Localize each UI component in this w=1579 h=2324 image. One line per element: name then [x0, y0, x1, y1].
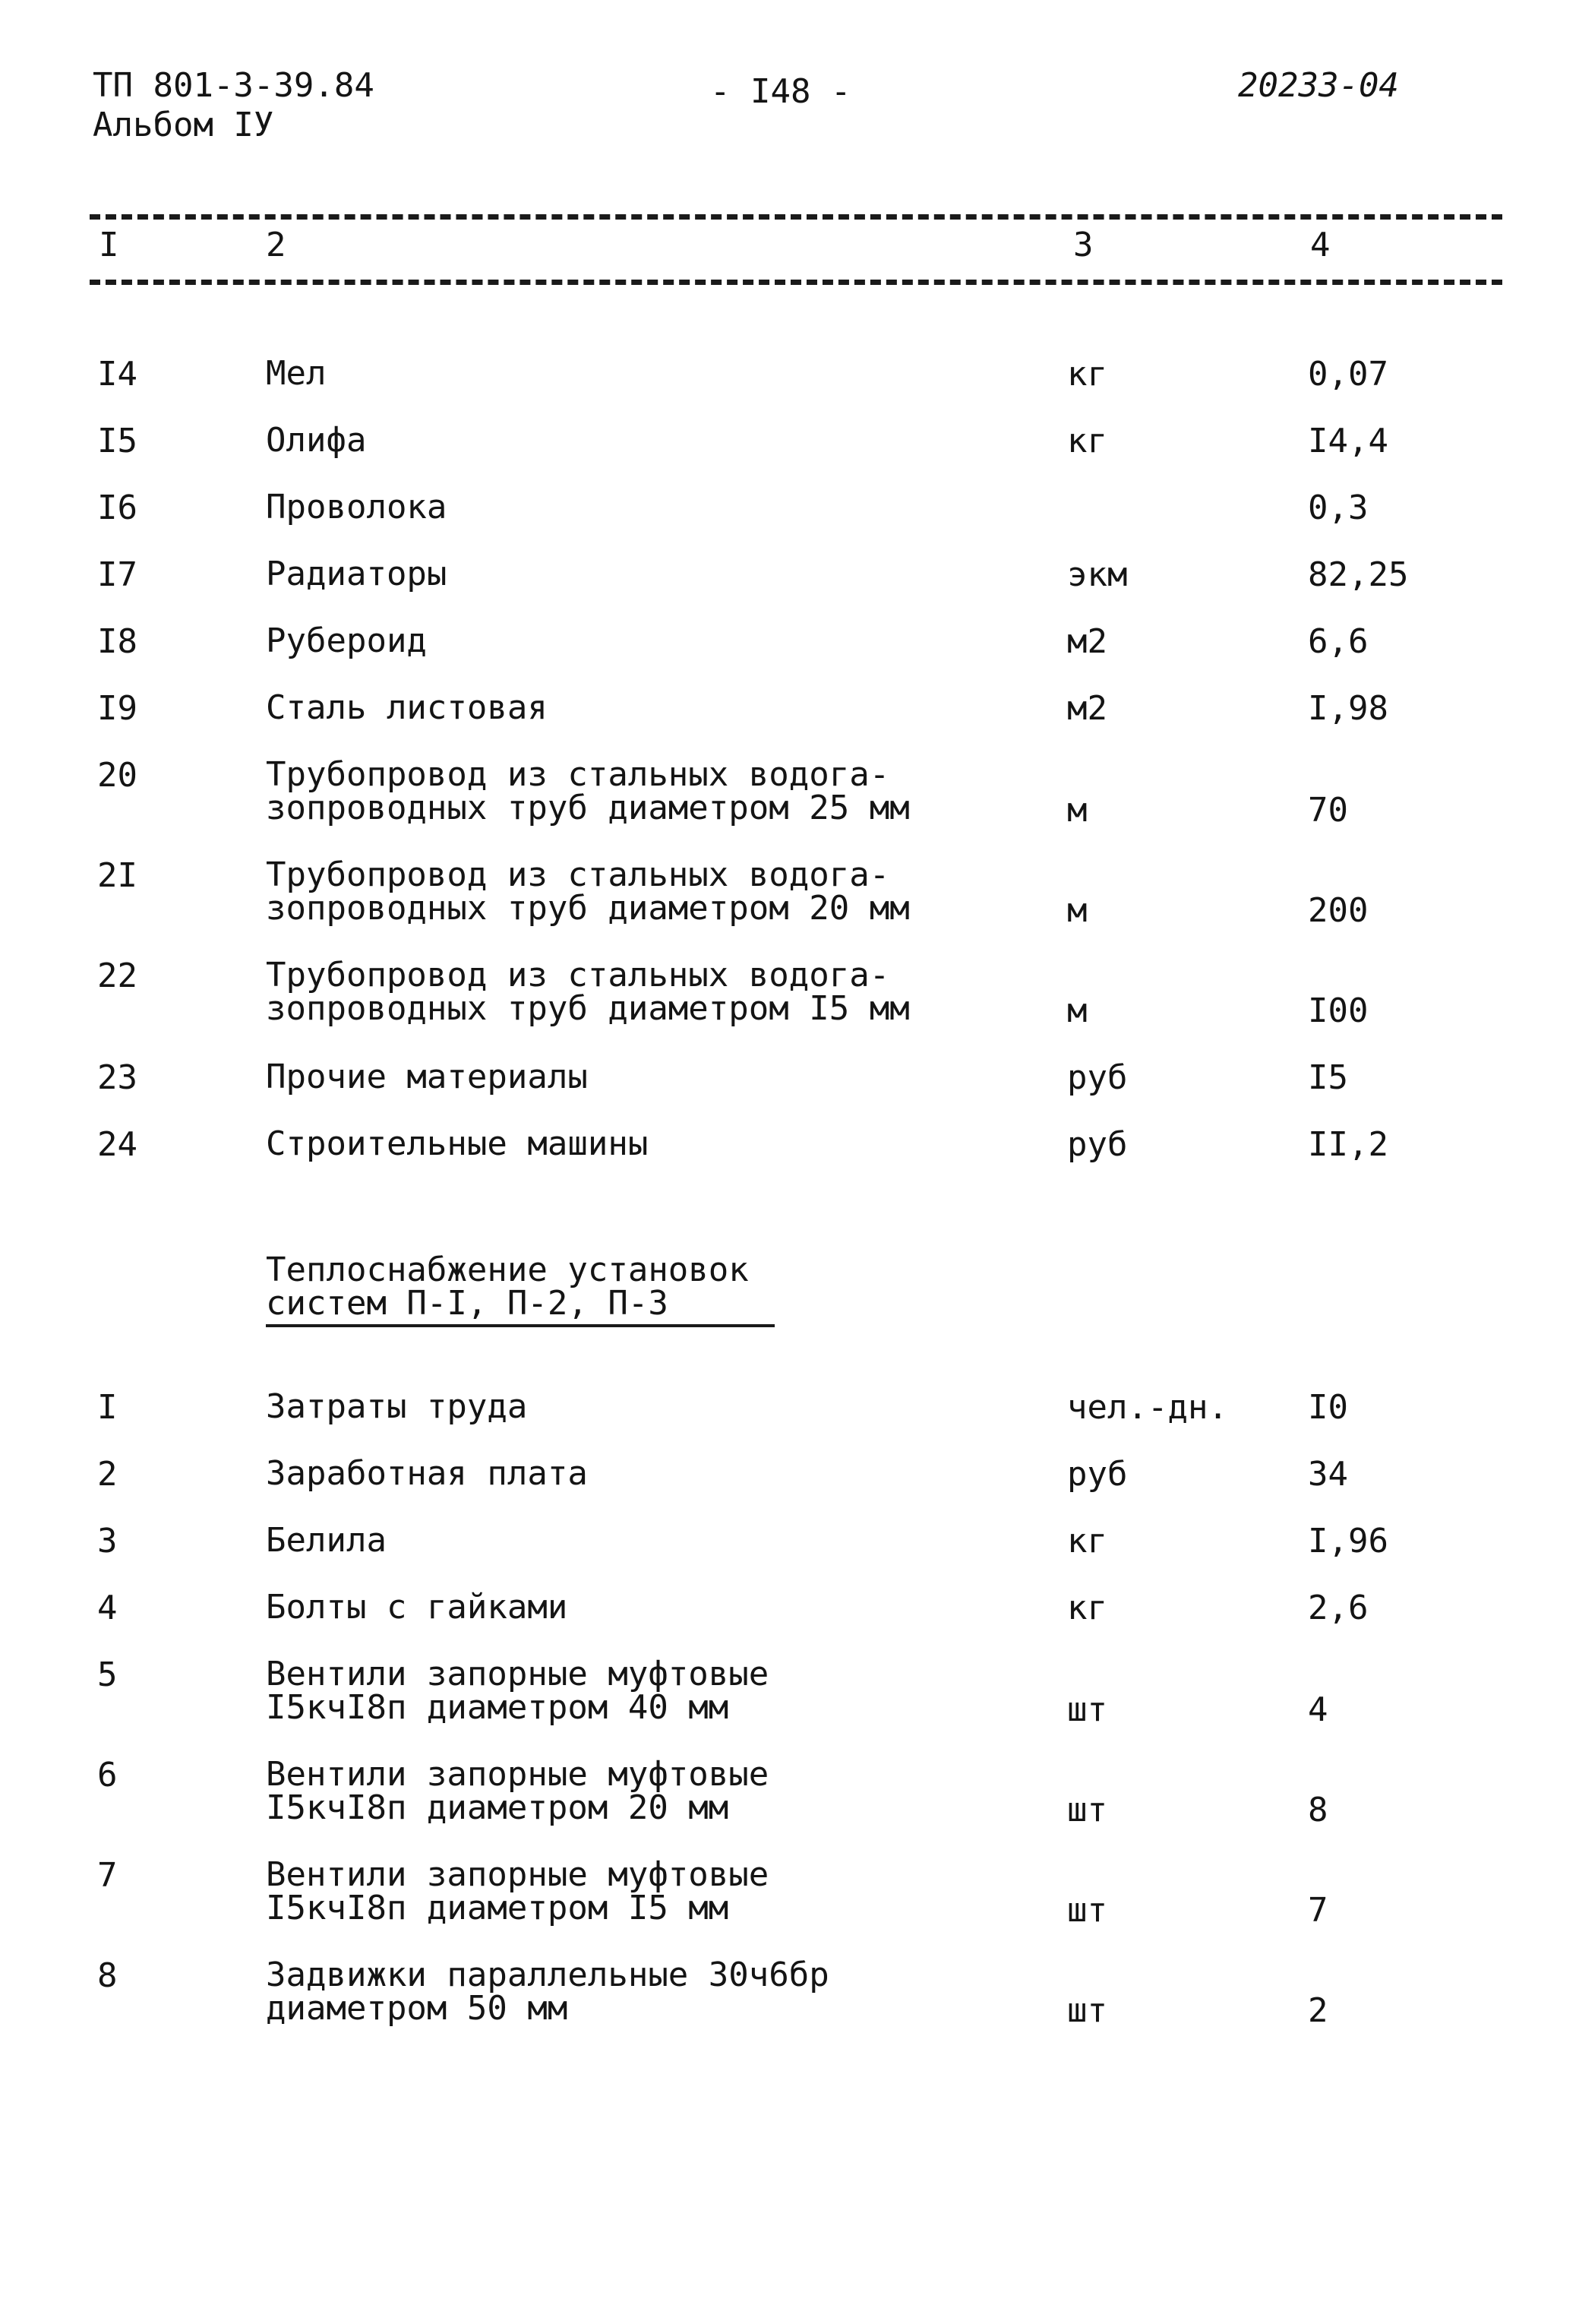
row-unit: кг: [1067, 1522, 1107, 1560]
row-unit: шт: [1067, 1791, 1107, 1829]
row-name: Прочие материалы: [266, 1058, 588, 1096]
row-unit: м2: [1067, 622, 1107, 661]
row-value: 2,6: [1308, 1589, 1369, 1627]
row-unit: руб: [1067, 1125, 1128, 1164]
row-number: 24: [97, 1125, 137, 1164]
row-number: 23: [97, 1058, 137, 1097]
row-value: I00: [1308, 991, 1369, 1030]
section-title-underline: [266, 1324, 775, 1327]
row-name: Заработная плата: [266, 1454, 588, 1493]
row-value: 200: [1308, 891, 1369, 930]
row-name: Трубопровод из стальных водога- зопроводных труб диаметром 20 мм: [266, 855, 910, 928]
row-name: Олифа: [266, 421, 367, 460]
row-number: 4: [97, 1589, 118, 1627]
row-unit: м: [1067, 891, 1088, 930]
column-header-4: 4: [1310, 226, 1331, 264]
row-value: 6,6: [1308, 622, 1369, 661]
row-unit: кг: [1067, 1589, 1107, 1627]
row-value: 0,3: [1308, 489, 1369, 527]
row-name: Рубероид: [266, 621, 427, 660]
table-header-top-rule: [90, 214, 1502, 220]
row-unit: м: [1067, 791, 1088, 830]
row-name: Радиаторы: [266, 555, 447, 593]
row-number: 3: [97, 1522, 118, 1560]
row-number: I8: [97, 622, 137, 661]
row-number: 22: [97, 956, 137, 995]
row-value: 34: [1308, 1455, 1348, 1494]
row-name: Мел: [266, 354, 327, 393]
row-number: I7: [97, 555, 137, 594]
row-unit: шт: [1067, 1991, 1107, 2030]
row-number: 5: [97, 1655, 118, 1694]
row-value: I4,4: [1308, 422, 1388, 460]
row-value: 7: [1308, 1891, 1328, 1930]
table-header-bottom-rule: [90, 280, 1502, 285]
doc-number: 20233-04: [1238, 66, 1399, 105]
row-unit: кг: [1067, 355, 1107, 394]
row-number: 20: [97, 756, 137, 795]
column-header-1: I: [99, 226, 119, 264]
row-value: 4: [1308, 1690, 1328, 1729]
row-unit: шт: [1067, 1690, 1107, 1729]
row-unit: руб: [1067, 1058, 1128, 1097]
row-value: 0,07: [1308, 355, 1388, 394]
row-name: Затраты труда: [266, 1387, 528, 1426]
row-number: I5: [97, 422, 137, 460]
row-unit: м: [1067, 991, 1088, 1030]
row-number: I4: [97, 355, 137, 394]
row-unit: м2: [1067, 689, 1107, 728]
row-value: I,98: [1308, 689, 1388, 728]
row-name: Вентили запорные муфтовые I5кчI8п диаметром I5 мм: [266, 1855, 769, 1927]
row-name: Вентили запорные муфтовые I5кчI8п диаметром 40 мм: [266, 1655, 769, 1727]
section-title: Теплоснабжение установок систем П-I, П-2, П-3: [266, 1251, 749, 1323]
row-unit: чел.-дн.: [1067, 1388, 1228, 1427]
row-name: Белила: [266, 1521, 387, 1560]
row-name: Трубопровод из стальных водога- зопроводных труб диаметром 25 мм: [266, 755, 910, 827]
row-unit: экм: [1067, 555, 1128, 594]
row-value: I,96: [1308, 1522, 1388, 1560]
row-value: II,2: [1308, 1125, 1388, 1164]
row-number: 2I: [97, 856, 137, 895]
row-name: Проволока: [266, 488, 447, 526]
row-name: Сталь листовая: [266, 688, 548, 727]
row-number: 8: [97, 1956, 118, 1995]
row-number: 6: [97, 1756, 118, 1794]
column-header-3: 3: [1073, 226, 1094, 264]
row-value: 8: [1308, 1791, 1328, 1829]
row-value: 2: [1308, 1991, 1328, 2030]
row-value: 70: [1308, 791, 1348, 830]
row-unit: кг: [1067, 422, 1107, 460]
row-number: 7: [97, 1856, 118, 1895]
page-number: - I48 -: [710, 72, 851, 111]
row-name: Трубопровод из стальных водога- зопроводных труб диаметром I5 мм: [266, 956, 910, 1028]
row-number: 2: [97, 1455, 118, 1494]
row-name: Задвижки параллельные 30ч6бр диаметром 50 мм: [266, 1956, 829, 2028]
doc-code: ТП 801-3-39.84: [93, 66, 374, 105]
row-unit: шт: [1067, 1891, 1107, 1930]
row-number: I: [97, 1388, 118, 1427]
album-label: Альбом IУ: [93, 106, 274, 144]
row-value: 82,25: [1308, 555, 1409, 594]
row-number: I9: [97, 689, 137, 728]
column-header-2: 2: [266, 226, 286, 264]
row-name: Вентили запорные муфтовые I5кчI8п диаметром 20 мм: [266, 1755, 769, 1827]
row-value: I0: [1308, 1388, 1348, 1427]
row-unit: руб: [1067, 1455, 1128, 1494]
row-value: I5: [1308, 1058, 1348, 1097]
row-name: Строительные машины: [266, 1124, 649, 1163]
row-name: Болты с гайками: [266, 1588, 568, 1627]
row-number: I6: [97, 489, 137, 527]
